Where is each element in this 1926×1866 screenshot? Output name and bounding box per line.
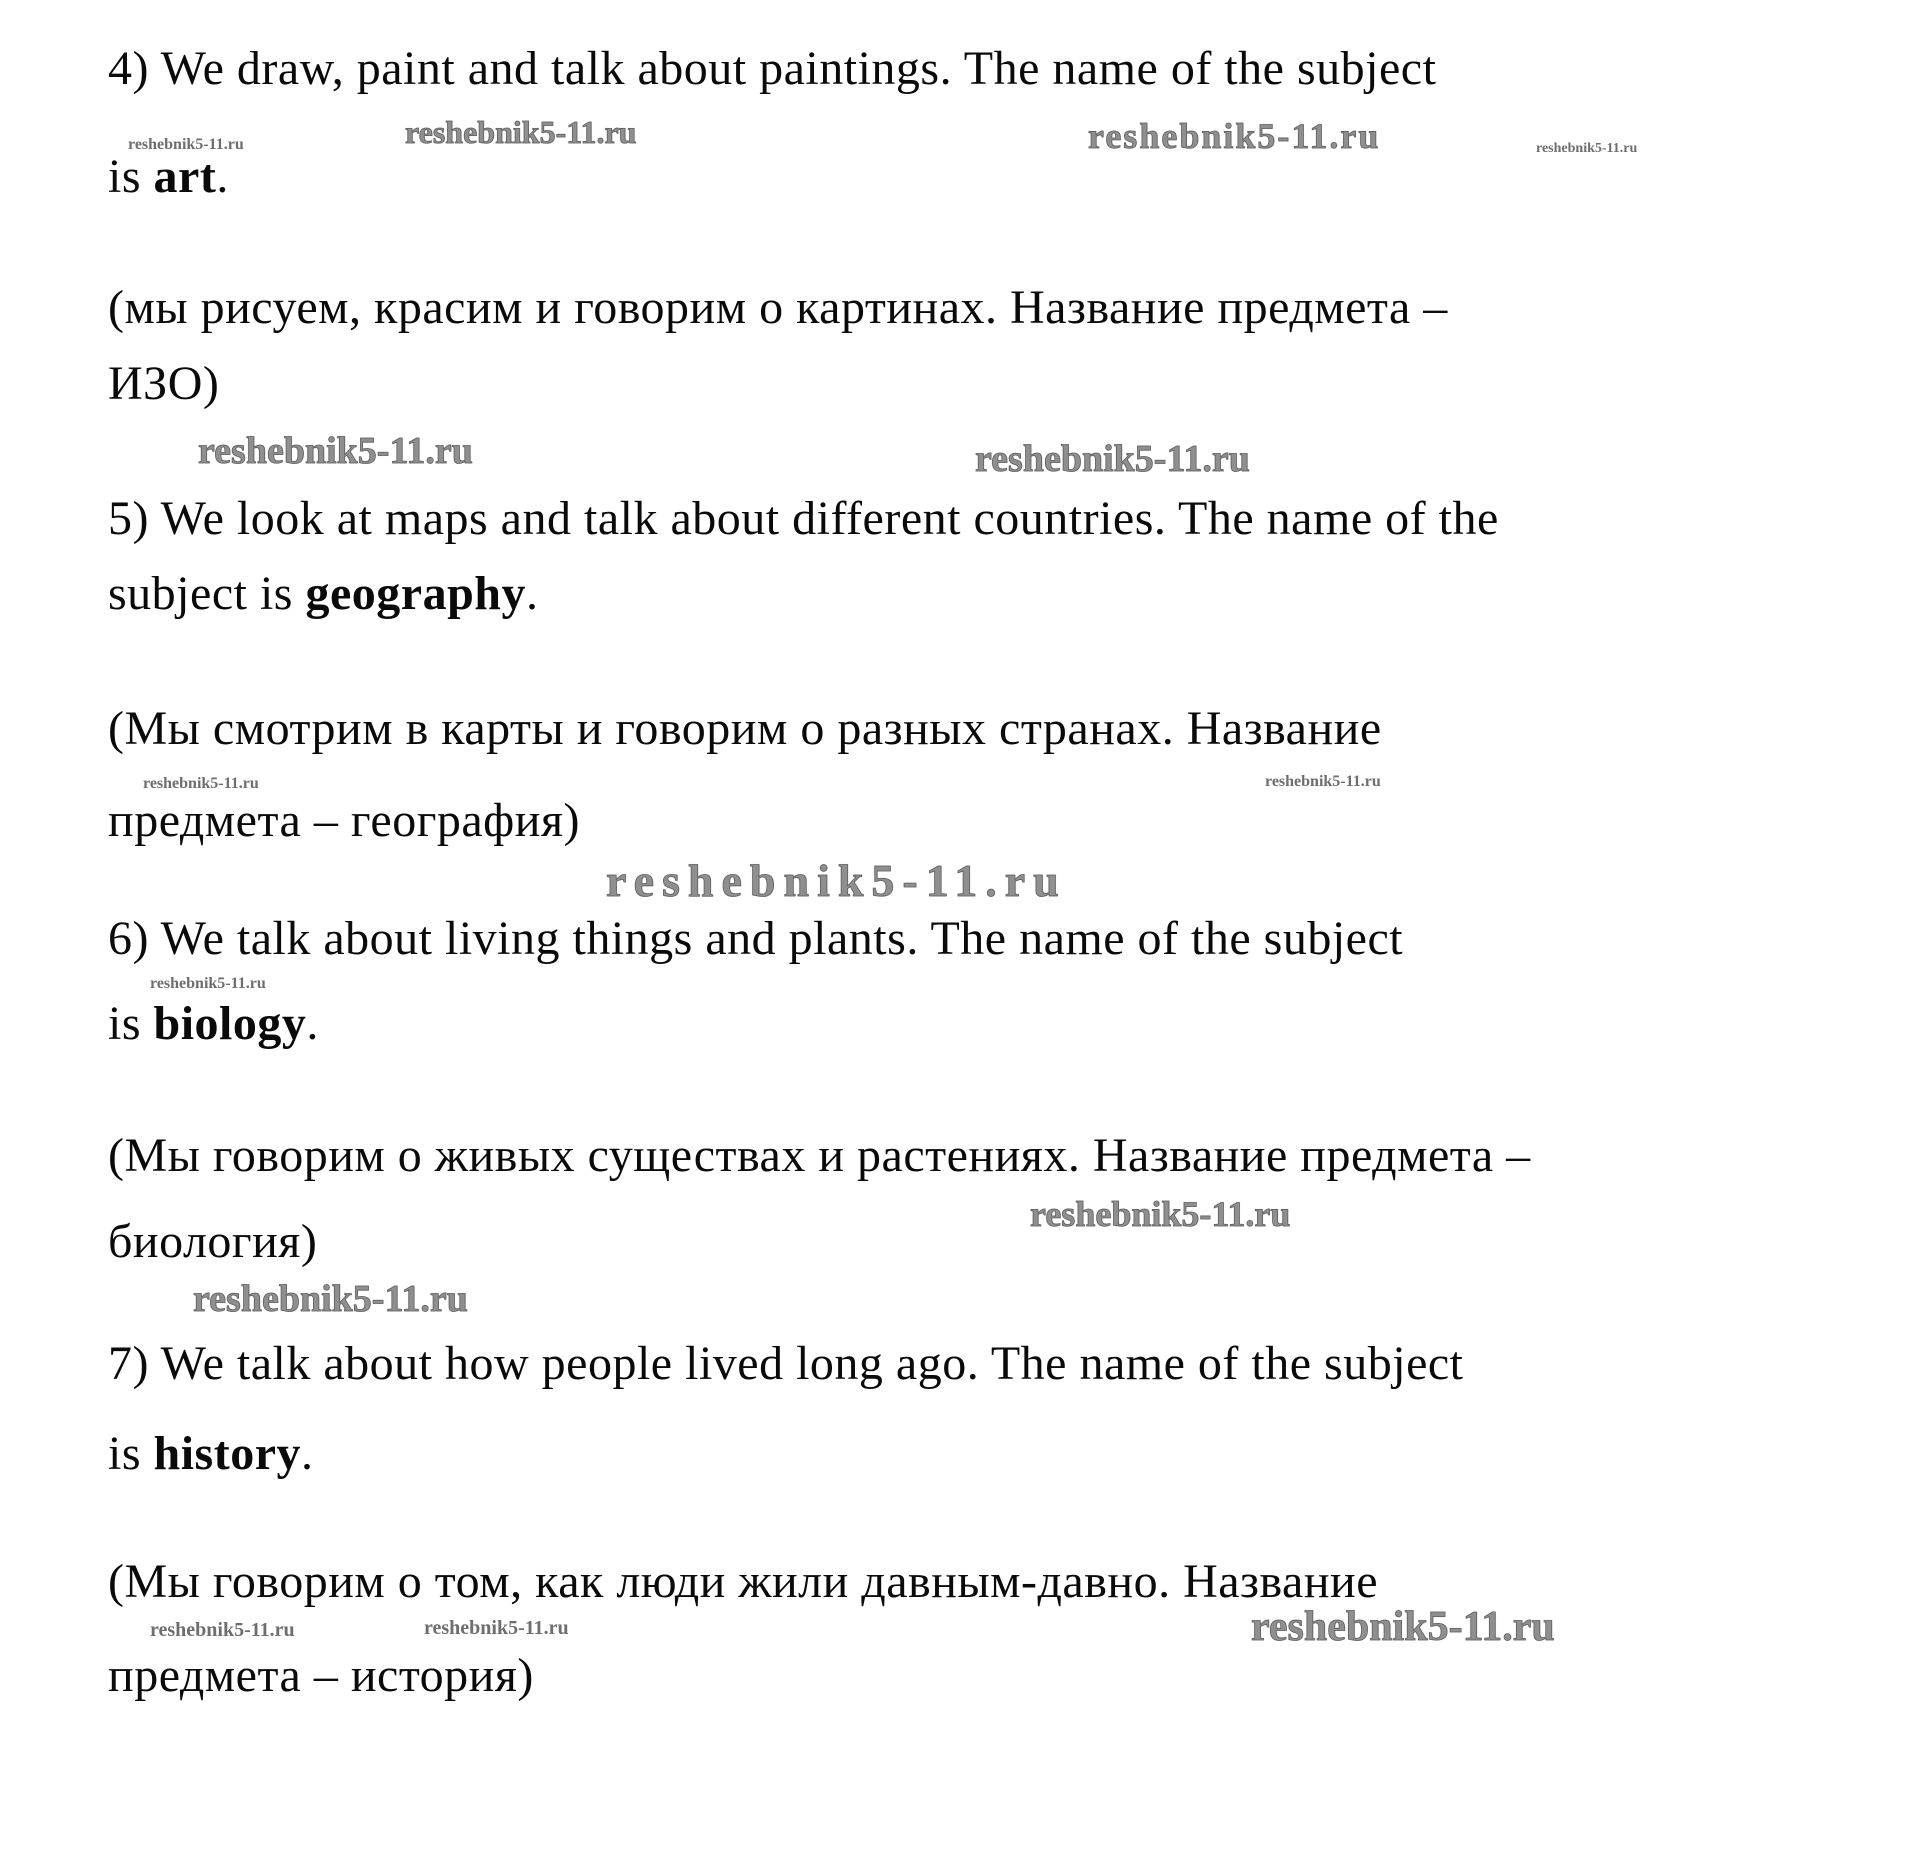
task-6-russian-line-2: биология) bbox=[108, 1215, 318, 1268]
watermark: reshebnik5-11.ru bbox=[1536, 141, 1638, 156]
task-5-russian-line-1: (Мы смотрим в карты и говорим о разных странах. Название bbox=[108, 702, 1382, 755]
watermark: reshebnik5-11.ru bbox=[193, 1278, 468, 1320]
task-4-answer-line bbox=[108, 150, 229, 203]
task-6-answer-suffix: . bbox=[306, 997, 319, 1050]
task-7-subject-bold: history bbox=[153, 1427, 302, 1480]
task-7-english-line-1: 7) We talk about how people lived long ago. The name of the subject bbox=[108, 1337, 1464, 1390]
watermark: reshebnik5-11.ru bbox=[198, 430, 473, 472]
task-7-russian-line-2: предмета – история) bbox=[108, 1649, 534, 1702]
task-4-russian-line-2: ИЗО) bbox=[108, 357, 220, 410]
watermark: reshebnik5-11.ru bbox=[143, 775, 259, 792]
watermark: reshebnik5-11.ru bbox=[424, 1617, 569, 1639]
task-7-answer-prefix: is bbox=[108, 1427, 154, 1480]
task-4-answer-suffix: . bbox=[216, 150, 229, 203]
watermark: reshebnik5-11.ru bbox=[1030, 1194, 1291, 1234]
task-6-english-line-1: 6) We talk about living things and plants. The name of the subject bbox=[108, 912, 1404, 965]
watermark: reshebnik5-11.ru bbox=[606, 855, 1067, 906]
watermark: reshebnik5-11.ru bbox=[1251, 1604, 1555, 1650]
task-5-subject-bold: geography bbox=[305, 567, 526, 620]
watermark: reshebnik5-11.ru bbox=[150, 975, 266, 992]
task-6-answer-line bbox=[108, 997, 319, 1050]
task-5-english-line-1: 5) We look at maps and talk about different countries. The name of the bbox=[108, 492, 1499, 545]
task-4-answer-prefix: is bbox=[108, 150, 154, 203]
task-6-answer-prefix: is bbox=[108, 997, 154, 1050]
watermark: reshebnik5-11.ru bbox=[1088, 116, 1381, 156]
task-6-russian-line-1: (Мы говорим о живых существах и растениях. Название предмета – bbox=[108, 1129, 1531, 1182]
watermark: reshebnik5-11.ru bbox=[128, 136, 244, 153]
watermark: reshebnik5-11.ru bbox=[1265, 773, 1381, 790]
task-4-english-line-1: 4) We draw, paint and talk about paintings. The name of the subject bbox=[108, 42, 1437, 95]
watermark: reshebnik5-11.ru bbox=[405, 114, 637, 150]
watermark: reshebnik5-11.ru bbox=[975, 438, 1250, 480]
task-7-answer-suffix: . bbox=[301, 1427, 314, 1480]
task-5-answer-suffix: . bbox=[525, 567, 539, 620]
task-4-subject-bold: art bbox=[153, 150, 217, 203]
task-5-russian-line-2: предмета – география) bbox=[108, 794, 581, 847]
task-7-russian-line-1: (Мы говорим о том, как люди жили давным-давно. Название bbox=[108, 1555, 1379, 1608]
task-6-subject-bold: biology bbox=[153, 997, 307, 1050]
task-7-answer-line bbox=[108, 1427, 314, 1480]
task-5-answer-line bbox=[108, 567, 539, 620]
task-5-answer-prefix: subject is bbox=[108, 567, 306, 620]
watermark: reshebnik5-11.ru bbox=[150, 1619, 295, 1641]
task-4-russian-line-1: (мы рисуем, красим и говорим о картинах. Название предмета – bbox=[108, 281, 1448, 334]
